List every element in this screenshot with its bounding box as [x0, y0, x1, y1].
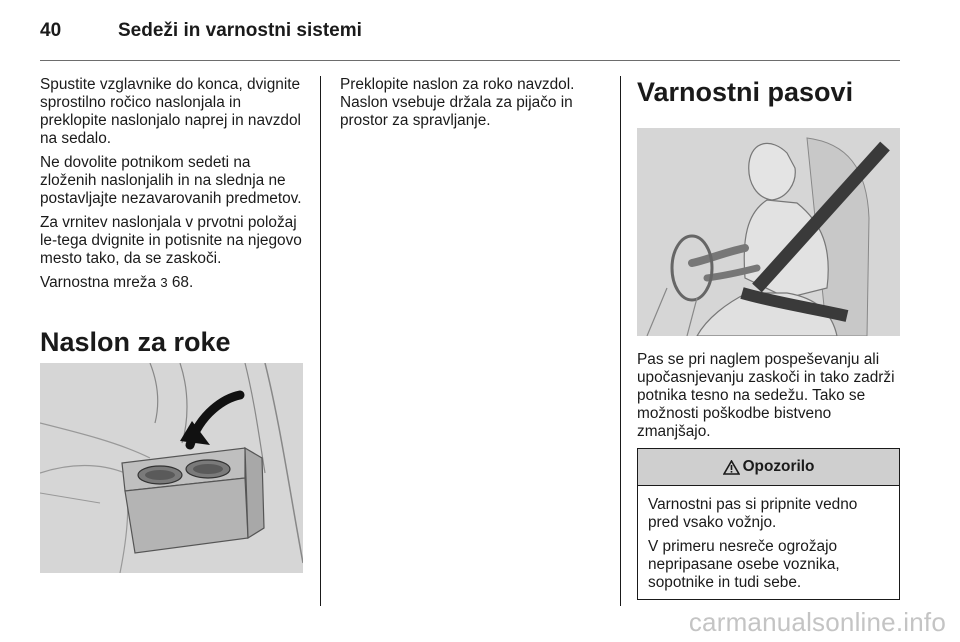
site-watermark: carmanualsonline.info	[688, 607, 946, 637]
paragraph: Za vrnitev naslonjala v prvotni položaj le-tega dvignite in potisnite na njegovo mesto tako, da se zaskoči.	[40, 214, 302, 267]
column-divider	[620, 76, 621, 606]
seat-belt-illustration	[637, 128, 900, 336]
seat-belt-paragraph: Pas se pri naglem pospeševanju ali upočasnjevanju zaskoči in tako zadrži potnika tesno na sedežu. Tako se možnosti poškodbe bistveno zmanjšajo.	[637, 351, 895, 440]
column-divider	[320, 76, 321, 606]
column-1	[40, 76, 310, 298]
reference-arrow-icon: 3	[160, 275, 168, 290]
reference-text: Varnostna mreža	[40, 274, 157, 291]
warning-box	[637, 448, 900, 600]
armrest-illustration	[40, 363, 303, 573]
warning-paragraph: V primeru nesreče ogrožajo nepripasane osebe voznika, sopotnike in tudi sebe.	[648, 538, 840, 591]
seat-belts-heading: Varnostni pasovi	[637, 77, 854, 107]
cross-reference[interactable]	[40, 274, 310, 292]
armrest-heading: Naslon za roke	[40, 327, 231, 357]
reference-page: 68.	[171, 274, 194, 291]
page-number: 40	[40, 20, 62, 41]
warning-triangle-icon	[723, 460, 740, 475]
warning-title: Opozorilo	[742, 458, 815, 475]
warning-paragraph: Varnostni pas si pripnite vedno pred vsako vožnjo.	[648, 496, 858, 531]
paragraph: Ne dovolite potnikom sedeti na zloženih naslonjalih in na slednja ne postavljajte nezavarovanih predmetov.	[40, 154, 302, 207]
page-header	[40, 20, 900, 44]
page-title: Sedeži in varnostni sistemi	[118, 20, 362, 41]
warning-body	[638, 486, 899, 592]
column-2	[340, 76, 605, 136]
header-divider	[40, 60, 900, 61]
paragraph: Spustite vzglavnike do konca, dvignite sprostilno ročico naslonjala in preklopite naslonjalo naprej in navzdol na sedalo.	[40, 76, 301, 147]
paragraph: Preklopite naslon za roko navzdol. Naslon vsebuje držala za pijačo in prostor za spravljanje.	[340, 76, 575, 129]
warning-header	[638, 449, 899, 486]
